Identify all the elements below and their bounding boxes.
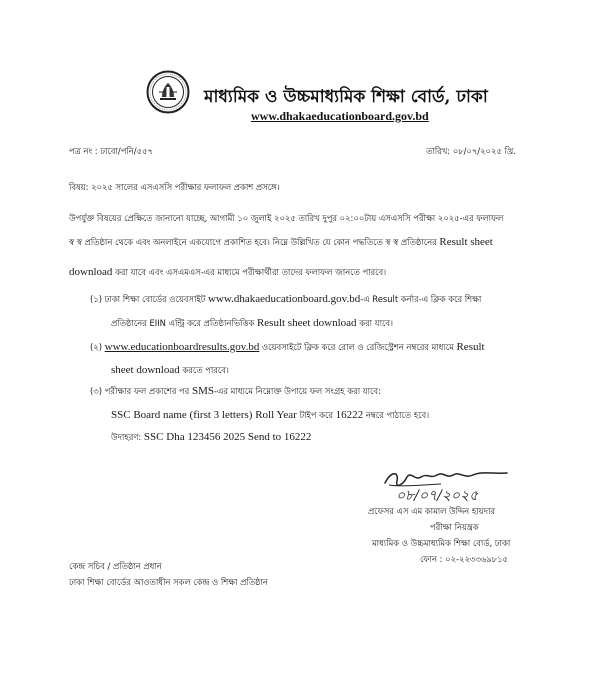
list-item-1-text-a: ঢাকা শিক্ষা বোর্ডের ওয়েবসাইট <box>104 294 206 304</box>
list-item-3-number-16222: 16222 <box>335 409 364 421</box>
handwritten-date: ০৮/০৭/২০২৫ <box>396 488 479 504</box>
body-line-3-download: download <box>69 266 113 278</box>
signatory-office: মাধ্যমিক ও উচ্চমাধ্যমিক শিক্ষা বোর্ড, ঢাকা <box>372 538 511 548</box>
recipient-line-2: ঢাকা শিক্ষা বোর্ডের আওতাধীন সকল কেন্দ্র ও শিক্ষা প্রতিষ্ঠান <box>69 577 268 587</box>
list-item-1-eiin-text: প্রতিষ্ঠানের EIIN এন্ট্রি করে প্রতিষ্ঠানভিত্তিক <box>111 318 255 328</box>
board-website-link[interactable]: www.dhakaeducationboard.gov.bd <box>251 109 429 123</box>
signatory-designation: পরীক্ষা নিয়ন্ত্রক <box>430 522 479 532</box>
body-line-2 <box>69 236 493 250</box>
list-item-2-line-2 <box>111 364 229 378</box>
list-item-2-end: করতে পারবে। <box>182 365 229 375</box>
list-item-1-number: (১) <box>90 294 102 304</box>
memo-reference: পত্র নং : ঢাবো/পনি/৫৫৭ <box>69 146 153 156</box>
list-item-3-send-text: নম্বরে পাঠাতে হবে। <box>365 410 430 420</box>
subject-line: বিষয়: ২০২৫ সালের এসএসসি পরীক্ষার ফলাফল প্রকাশ প্রসঙ্গে। <box>69 182 280 192</box>
list-item-3-text-c: -এর মাধ্যমে নিম্নোক্ত উপায়ে ফল সংগ্রহ করা যাবে: <box>213 386 381 396</box>
list-item-3-number: (৩) <box>90 386 102 396</box>
list-item-3-example-label: উদাহরণ: <box>111 432 142 442</box>
list-item-1-line-1 <box>90 293 481 307</box>
list-item-2-text-b: ওয়েবসাইটে ক্লিক করে রোল ও রেজিস্ট্রেশন নম্বরের মাধ্যমে <box>262 342 454 352</box>
recipient-line-1: কেন্দ্র সচিব / প্রতিষ্ঠান প্রধান <box>69 561 162 571</box>
list-item-3-format: SSC Board name (first 3 letters) Roll Year <box>111 409 297 421</box>
signatory-name: প্রফেসর এস এম কামাল উদ্দিন হায়দার <box>368 506 496 516</box>
list-item-3-line-3 <box>111 431 311 445</box>
list-item-2-sheet-download: sheet download <box>111 364 180 376</box>
list-item-3-line-2 <box>111 409 429 423</box>
list-item-1-end: করা যাবে। <box>359 318 394 328</box>
signatory-phone: ফোন : ০২-২২৩৩৬৯৮১৫ <box>420 554 508 564</box>
list-item-3-sms: SMS <box>191 385 214 397</box>
list-item-3-line-1 <box>90 385 381 399</box>
body-line-3-text: করা যাবে এবং এসএমএস-এর মাধ্যমে পরীক্ষার্থীরা তাদের ফলাফল জানতে পারবে। <box>115 267 387 277</box>
list-item-1-line-2 <box>111 317 393 331</box>
list-item-3-text-a: পরীক্ষার ফল প্রকাশের পর <box>104 386 190 396</box>
board-title: মাধ্যমিক ও উচ্চমাধ্যমিক শিক্ষা বোর্ড, ঢাকা <box>204 87 488 107</box>
list-item-2-result: Result <box>456 341 485 353</box>
body-line-1: উপর্যুক্ত বিষয়ের প্রেক্ষিতে জানানো যাচ্ছে, আগামী ১০ জুলাই ২০২৫ তারিখ দুপুর ০২:০০টায় এসএসসি পরীক্ষা ২০২৫-এর ফলাফল <box>69 213 504 223</box>
list-item-1-result-sheet: Result sheet download <box>256 317 357 329</box>
body-line-2-result-sheet: Result sheet <box>439 236 493 248</box>
memo-date: তারিখ: ০৮/০৭/২০২৫ খ্রি. <box>426 146 516 156</box>
list-item-2-line-1 <box>90 341 485 355</box>
body-line-2-text: স্ব স্ব প্রতিষ্ঠান থেকে এবং অনলাইনে একযোগে প্রকাশিত হবে। নিম্নে উল্লিখিত যে কোন পদ্ধতিতে স্ব স্ব প্রতিষ্ঠানের <box>69 237 437 247</box>
board-seal-logo <box>146 70 190 114</box>
body-line-3 <box>69 266 386 280</box>
list-item-2-number: (২) <box>90 342 102 352</box>
list-item-1-website[interactable]: www.dhakaeducationboard.gov.bd <box>207 293 361 305</box>
list-item-1-text-c: -এ Result কর্নার-এ ক্লিক করে শিক্ষা <box>360 294 482 304</box>
list-item-3-type-text: টাইপ করে <box>299 410 333 420</box>
list-item-3-example: SSC Dha 123456 2025 Send to 16222 <box>143 431 312 443</box>
list-item-2-website-link[interactable]: www.educationboardresults.gov.bd <box>104 341 260 353</box>
